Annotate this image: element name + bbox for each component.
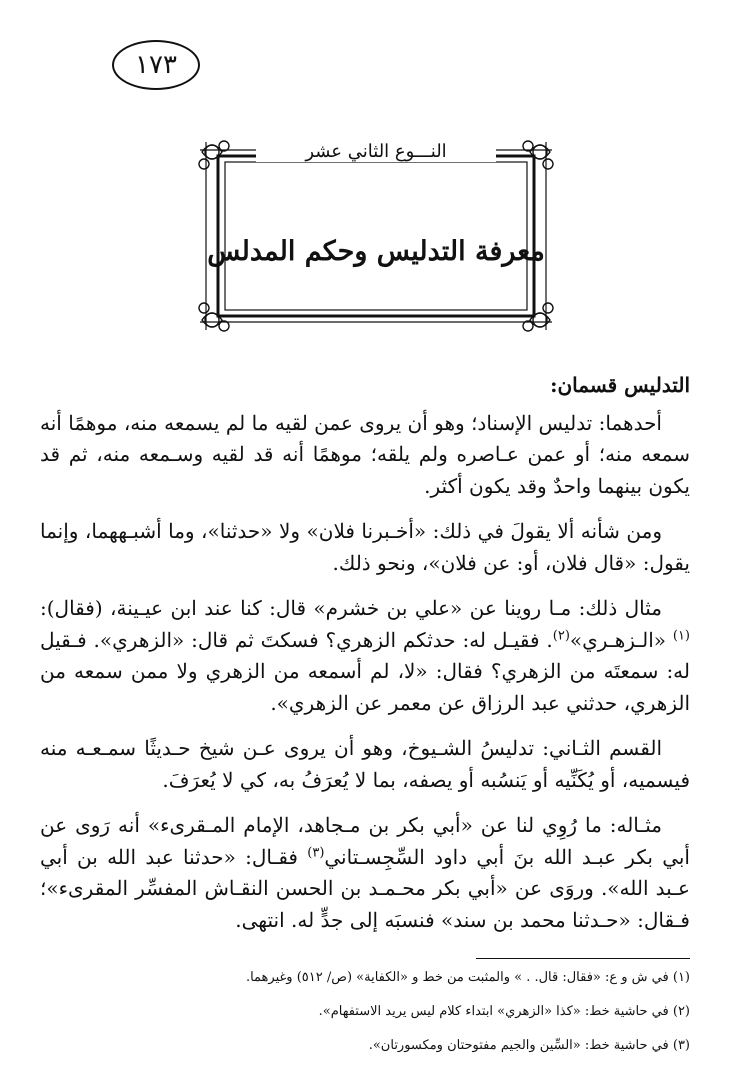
footnote-divider: [476, 958, 690, 959]
footnote-1: (١) في ش و ع: «فقال: قال. . » والمثبت من خط و «الكفاية» (ص/ ٥١٢) وغيرهما.: [245, 970, 690, 985]
paragraph-5-text-b: فقـال: «حدثنا عبد الله بن أبي عـبد الله». وروَى عن «أبي بكر محـمـد بن الحسن النقـاش المفسِّر المقرىء»؛ فـقال: «حـدثنا محمد بن سند» فنسبَه إلى جدٍّ له. انتهى.: [40, 844, 690, 932]
chapter-frame: [196, 138, 556, 334]
footnote-3: (٣) في حاشية خط: «السِّين والجيم مفتوحتان ومكسورتان».: [368, 1038, 690, 1053]
section-heading: التدليس قسمان:: [550, 373, 690, 397]
footnote-ref-1: (١): [672, 627, 690, 643]
paragraph-5: [40, 810, 690, 936]
paragraph-1: أحدهما: تدليس الإسناد؛ وهو أن يروى عمن لقيه ما لم يسمعه منه، موهمًا أنه سمعه منه؛ أو عمن عـاصره ولم يلقه؛ موهمًا أنه قد لقيه وسـمعه منه، ثم قد يكون بينهما واحدٌ وقد يكون أكثر.: [40, 410, 690, 498]
paragraph-4: القسم الثـاني: تدليسُ الشـيوخ، وهو أن يروى عـن شيخ حـديثًا سمـعـه منه فيسميه، أو يُكَنِّيه أو يَنسُبه أو يصفه، بما لا يُعرَفُ به، كي لا يُعرَفَ.: [40, 736, 690, 792]
chapter-label: النـــوع الثاني عشر: [256, 141, 496, 162]
paragraph-3: [40, 593, 690, 719]
paragraph-5-text-a: مثـاله: ما رُوِي لنا عن «أبي بكر بن مـجاهد، الإمام المـقرىء» أنه رَوى عن أبي بكر عبـد الله بنَ أبي داود السِّجِسـتاني: [40, 813, 690, 869]
footnote-ref-3: (٣): [307, 844, 325, 860]
paragraph-2: ومن شأنه ألا يقولَ في ذلك: «أخـبرنا فلان» ولا «حدثنا»، وما أشبـههما، وإنما يقول: «قال فلان، أو: عن فلان»، ونحو ذلك.: [40, 519, 690, 575]
page-number: [112, 40, 200, 90]
footnotes: [40, 970, 690, 1072]
page-number-text: ١٧٣: [135, 50, 177, 80]
paragraph-3-text-b: «الـزهـري»: [569, 627, 673, 652]
paragraph-3-text-a: مثال ذلك: مـا روينا عن «علي بن خشرم» قال: كنا عند ابن عيـينة، (فقال):: [40, 596, 662, 620]
footnote-2: (٢) في حاشية خط: «كذا «الزهري» ابتداء كلام ليس يريد الاستفهام».: [318, 1004, 690, 1019]
main-text: [40, 370, 690, 950]
paragraph-3-text-c: . فقيـل له: حدثكم الزهري؟ فسكتَ ثم قال: «الزهري». فـقيل له: سمعتَه من الزهري؟ فقال: «لا، لم أسمعه من الزهري ولا ممن سمعه من الزهري، حدثني عبد الرزاق عن معمر عن الزهري».: [40, 627, 690, 715]
footnote-ref-2: (٢): [552, 627, 570, 643]
chapter-title: معرفة التدليس وحكم المدلس: [207, 236, 545, 267]
